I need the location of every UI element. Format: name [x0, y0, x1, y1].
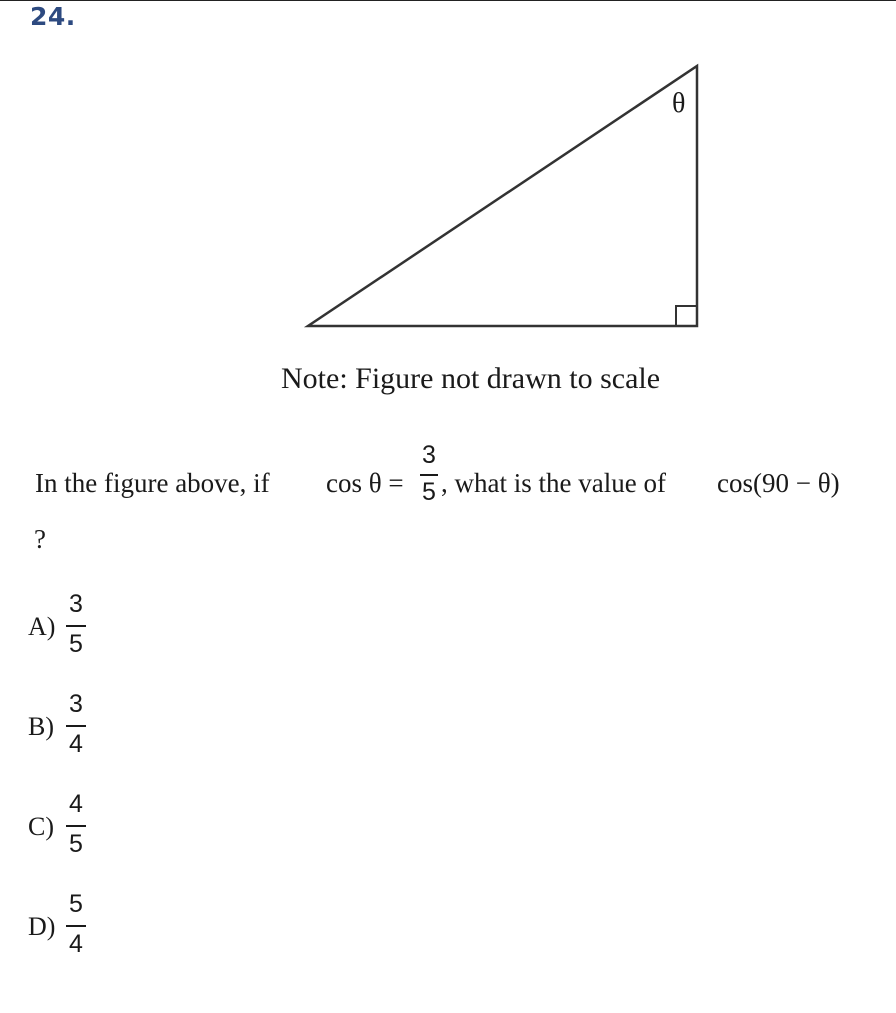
- fraction-bar: [66, 625, 86, 627]
- question-number: 24.: [30, 2, 76, 31]
- choice-c[interactable]: [28, 790, 148, 870]
- fraction-numerator: 3: [69, 690, 83, 718]
- fraction-bar: [66, 825, 86, 827]
- fraction-bar: [66, 725, 86, 727]
- right-angle-marker: [676, 306, 697, 326]
- question-suffix: , what is the value of: [441, 468, 666, 498]
- choice-a[interactable]: [28, 590, 148, 670]
- choice-b[interactable]: [28, 690, 148, 770]
- theta-label: θ: [672, 88, 686, 119]
- choice-letter: A): [28, 612, 56, 641]
- figure-note: Note: Figure not drawn to scale: [281, 362, 661, 395]
- question-prefix: In the figure above, if: [35, 468, 270, 498]
- fraction-denominator: 4: [69, 929, 83, 958]
- triangle-outline: [308, 66, 697, 326]
- choice-letter: B): [28, 712, 54, 741]
- fraction-numerator: 3: [422, 441, 436, 469]
- cos-complement-expression: cos(90 − θ): [717, 468, 840, 498]
- question-mark: ?: [34, 524, 46, 554]
- choice-fraction: [65, 690, 87, 760]
- choice-fraction: [65, 890, 87, 960]
- fraction-denominator: 5: [69, 629, 83, 658]
- fraction-numerator: 5: [69, 890, 83, 918]
- fraction-numerator: 4: [69, 790, 83, 818]
- choice-letter: C): [28, 812, 54, 841]
- choice-letter: D): [28, 912, 56, 941]
- fraction-denominator: 5: [422, 477, 436, 506]
- fraction-denominator: 4: [69, 729, 83, 758]
- cos-theta-expression: cos θ =: [326, 468, 404, 498]
- choice-fraction: [65, 790, 87, 860]
- cos-theta-fraction: [419, 443, 439, 507]
- choice-d[interactable]: [28, 890, 148, 970]
- fraction-denominator: 5: [69, 829, 83, 858]
- right-triangle-figure: [0, 0, 896, 420]
- fraction-bar: [66, 925, 86, 927]
- fraction-bar: [420, 474, 438, 476]
- fraction-numerator: 3: [69, 590, 83, 618]
- choice-fraction: [65, 590, 87, 660]
